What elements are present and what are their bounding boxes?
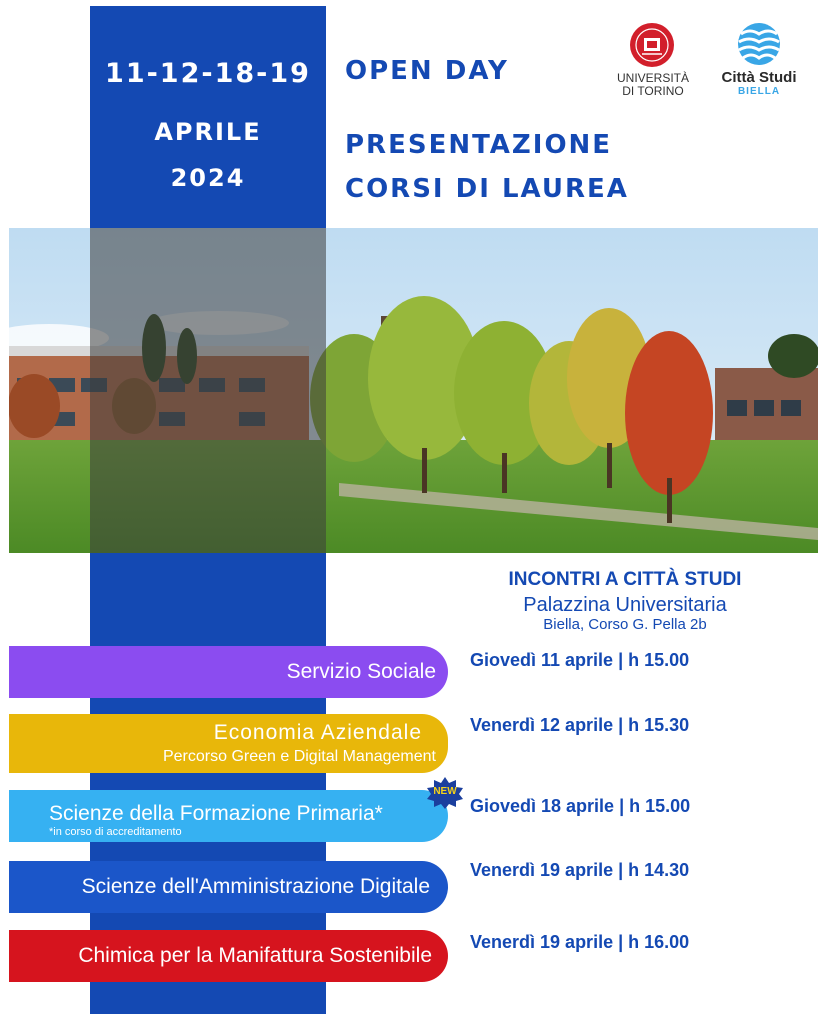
course-name: Scienze della Formazione Primaria* (49, 802, 383, 825)
event-year: 2024 (170, 164, 246, 192)
venue-title: INCONTRI A CITTÀ STUDI (508, 569, 742, 590)
course-date-2: Venerdì 12 aprile | h 15.30 (470, 715, 690, 735)
venue-building: Palazzina Universitaria (523, 594, 727, 616)
new-badge-label: NEW (433, 786, 457, 797)
new-badge (426, 776, 464, 810)
unito-line1: UNIVERSITÀ (616, 71, 689, 85)
course-pill-chimica (9, 930, 448, 982)
course-name: Servizio Sociale (286, 660, 436, 683)
open-day-title: OPEN DAY (345, 56, 509, 86)
course-date-3: Giovedì 18 aprile | h 15.00 (470, 796, 691, 816)
unito-line2: DI TORINO (622, 84, 684, 98)
venue-address: Biella, Corso G. Pella 2b (543, 616, 707, 633)
presentation-title-line2: CORSI DI LAUREA (345, 174, 629, 204)
course-subtitle: *in corso di accreditamento (49, 826, 182, 838)
course-date-4: Venerdì 19 aprile | h 14.30 (470, 860, 690, 880)
presentation-title-line1: PRESENTAZIONE (345, 130, 613, 160)
course-date-1: Giovedì 11 aprile | h 15.00 (470, 650, 690, 670)
course-pill-servizio-sociale (9, 646, 448, 698)
course-name: Scienze dell'Amministrazione Digitale (81, 875, 430, 898)
course-pill-economia-aziendale (9, 714, 448, 773)
unito-logo (618, 20, 688, 106)
course-date-5: Venerdì 19 aprile | h 16.00 (470, 932, 690, 952)
citta-studi-line1: Città Studi (721, 69, 797, 86)
course-name: Chimica per la Manifattura Sostenibile (78, 944, 432, 967)
photo-band-overlay (90, 228, 326, 553)
course-name: Economia Aziendale (213, 721, 422, 744)
course-subtitle: Percorso Green e Digital Management (162, 748, 436, 765)
event-days: 11-12-18-19 (105, 58, 311, 89)
event-month: APRILE (154, 118, 262, 146)
course-pill-formazione-primaria (9, 790, 448, 842)
citta-studi-line2: BIELLA (737, 86, 781, 97)
course-pill-amministrazione-digitale (9, 861, 448, 913)
campus-photo (9, 228, 818, 553)
citta-studi-globe-icon (716, 22, 802, 68)
unito-seal-icon (618, 20, 688, 72)
citta-studi-logo (716, 22, 802, 102)
